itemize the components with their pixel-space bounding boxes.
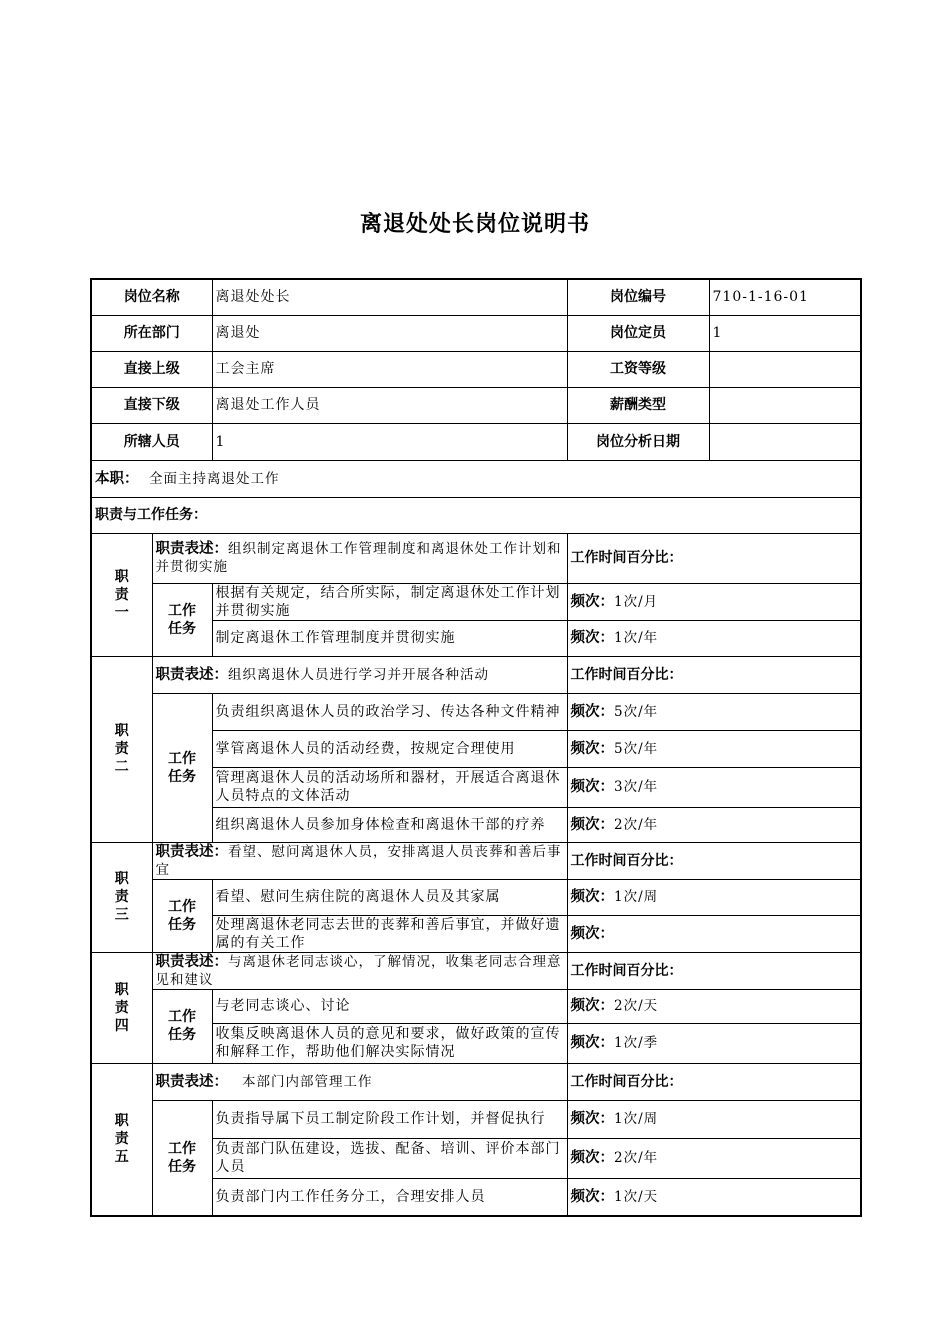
frequency-value: 5次/年 (614, 740, 659, 757)
duty-desc-row (91, 1063, 861, 1100)
duty-desc-row (91, 952, 861, 989)
task-text: 收集反映离退休人员的意见和要求，做好政策的宣传和解释工作，帮助他们解决实际情况 (212, 1023, 567, 1063)
task-frequency (567, 730, 861, 767)
frequency-value: 1次/年 (614, 630, 659, 646)
frequency-label: 频次： (570, 630, 614, 646)
duty-title-char: 责 (114, 999, 129, 1016)
duty-description (152, 952, 567, 989)
frequency-value: 1次/周 (614, 1111, 659, 1127)
label-direct-subordinate: 直接下级 (91, 387, 212, 423)
frequency-value: 3次/年 (614, 779, 659, 795)
frequency-label: 频次： (570, 816, 614, 833)
value-position-name: 离退处处长 (212, 279, 567, 315)
page-title: 离退处处长岗位说明书 (359, 212, 590, 237)
frequency-value: 2次/天 (614, 998, 659, 1014)
task-frequency (567, 767, 861, 807)
value-headcount: 1 (709, 315, 861, 351)
value-salary-grade (709, 351, 861, 387)
duty-title-char: 五 (114, 1149, 129, 1166)
frequency-label: 频次： (570, 1035, 614, 1051)
label-direct-superior: 直接上级 (91, 351, 212, 387)
frequency-value: 2次/年 (614, 1150, 659, 1166)
duty-title-char: 责 (114, 1131, 129, 1148)
duty-description-text: 与离退休老同志谈心，了解情况，收集老同志合理意见和建议 (155, 953, 562, 988)
task-text: 负责部门队伍建设，选拔、配备、培训、评价本部门人员 (212, 1138, 567, 1178)
task-row (91, 1100, 861, 1138)
duty-description-label: 职责表述： (155, 1073, 228, 1090)
duty-description-label: 职责表述： (155, 541, 228, 557)
info-row (91, 387, 861, 423)
task-frequency (567, 989, 861, 1023)
frequency-value: 1次/季 (614, 1035, 659, 1051)
value-department: 离退处 (212, 315, 567, 351)
duty-description-label: 职责表述： (155, 953, 228, 970)
duties-body (91, 533, 861, 1216)
task-frequency (567, 620, 861, 656)
duty-title-char: 职 (114, 723, 129, 739)
task-frequency (567, 583, 861, 620)
task-frequency (567, 1138, 861, 1178)
main-duty-label: 本职： (95, 470, 139, 487)
duty-title (91, 656, 152, 842)
duty-desc-row (91, 656, 861, 693)
label-position-name: 岗位名称 (91, 279, 212, 315)
job-description-table (90, 278, 862, 1217)
frequency-label: 频次： (570, 703, 614, 720)
label-position-code: 岗位编号 (567, 279, 709, 315)
task-row (91, 879, 861, 915)
duty-title (91, 842, 152, 952)
duty-description-text: 看望、慰问离退休人员，安排离退人员丧葬和善后事宜 (155, 843, 562, 878)
duty-title-char: 职 (114, 568, 129, 585)
label-department: 所在部门 (91, 315, 212, 351)
frequency-value: 2次/年 (614, 816, 659, 833)
task-row (91, 989, 861, 1023)
duty-description-text: 组织离退休人员进行学习并开展各种活动 (228, 666, 489, 683)
main-duty-row (91, 460, 861, 497)
duty-description (152, 656, 567, 693)
task-text: 制定离退休工作管理制度并贯彻实施 (212, 620, 567, 656)
section-label: 职责与工作任务： (91, 497, 861, 533)
task-group-label-part: 任务 (168, 620, 196, 637)
task-group-label-part: 任务 (168, 1158, 196, 1175)
label-salary-grade: 工资等级 (567, 351, 709, 387)
frequency-value: 5次/年 (614, 703, 659, 720)
value-direct-superior: 工会主席 (212, 351, 567, 387)
task-group-label-part: 任务 (168, 768, 196, 785)
value-direct-subordinate: 离退处工作人员 (212, 387, 567, 423)
frequency-value: 1次/天 (614, 1188, 659, 1205)
duty-description (152, 842, 567, 879)
duty-title (91, 533, 152, 656)
duty-title-char: 职 (114, 871, 129, 887)
task-group-label (152, 879, 212, 952)
task-frequency (567, 1178, 861, 1216)
duty-description (152, 533, 567, 583)
duty-description-text: 本部门内部管理工作 (242, 1073, 373, 1090)
task-frequency (567, 1100, 861, 1138)
task-group-label (152, 989, 212, 1063)
work-time-percent-label: 工作时间百分比： (567, 656, 861, 693)
info-row (91, 423, 861, 460)
task-text: 与老同志谈心、讨论 (212, 989, 567, 1023)
task-group-label (152, 693, 212, 842)
duty-desc-row (91, 842, 861, 879)
duty-desc-row (91, 533, 861, 583)
label-analysis-date: 岗位分析日期 (567, 423, 709, 460)
task-group-label (152, 583, 212, 656)
task-group-label-part: 工作 (168, 750, 196, 767)
task-group-label-part: 工作 (168, 602, 196, 619)
duty-title (91, 1063, 152, 1216)
duty-description-label: 职责表述： (155, 843, 228, 860)
task-group-label-part: 工作 (168, 898, 196, 915)
task-text: 根据有关规定，结合所实际，制定离退休处工作计划并贯彻实施 (212, 583, 567, 620)
label-staff-under: 所辖人员 (91, 423, 212, 460)
value-analysis-date (709, 423, 861, 460)
frequency-label: 频次： (570, 779, 614, 795)
label-headcount: 岗位定员 (567, 315, 709, 351)
work-time-percent-label: 工作时间百分比： (567, 842, 861, 879)
task-text: 掌管离退休人员的活动经费，按规定合理使用 (212, 730, 567, 767)
task-text: 处理离退休老同志去世的丧葬和善后事宜，并做好遗属的有关工作 (212, 915, 567, 952)
duty-title (91, 952, 152, 1063)
value-pay-type (709, 387, 861, 423)
main-duty-text: 全面主持离退处工作 (148, 470, 280, 487)
task-text: 组织离退休人员参加身体检查和离退休干部的疗养 (212, 807, 567, 842)
task-frequency (567, 807, 861, 842)
work-time-percent-label: 工作时间百分比： (567, 533, 861, 583)
task-row (91, 693, 861, 730)
value-position-code: 710-1-16-01 (709, 279, 861, 315)
frequency-label: 频次： (570, 740, 614, 757)
task-group-label-part: 任务 (168, 916, 196, 933)
task-group-label-part: 工作 (168, 1140, 196, 1157)
frequency-label: 频次： (570, 593, 614, 610)
duty-title-char: 四 (114, 1017, 129, 1034)
duty-title-char: 职 (114, 1113, 129, 1130)
frequency-label: 频次： (570, 889, 614, 905)
task-text: 看望、慰问生病住院的离退休人员及其家属 (212, 879, 567, 915)
task-group-label-part: 任务 (168, 1027, 196, 1043)
frequency-label: 频次： (570, 1111, 614, 1127)
frequency-label: 频次： (570, 1188, 614, 1205)
task-frequency (567, 915, 861, 952)
task-group-label-part: 工作 (168, 1009, 196, 1025)
main-duty (91, 460, 861, 497)
task-frequency (567, 1023, 861, 1063)
frequency-label: 频次： (570, 1150, 614, 1166)
frequency-label: 频次： (570, 925, 614, 942)
section-row (91, 497, 861, 533)
task-text: 负责指导属下员工制定阶段工作计划，并督促执行 (212, 1100, 567, 1138)
task-row (91, 583, 861, 620)
frequency-value: 1次/周 (614, 889, 659, 905)
frequency-value: 1次/月 (614, 593, 659, 610)
duty-title-char: 二 (114, 759, 129, 775)
info-row (91, 351, 861, 387)
duty-title-char: 责 (114, 889, 129, 905)
info-row (91, 315, 861, 351)
duty-title-char: 责 (114, 586, 129, 603)
label-pay-type: 薪酬类型 (567, 387, 709, 423)
work-time-percent-label: 工作时间百分比： (567, 952, 861, 989)
task-frequency (567, 879, 861, 915)
duty-title-char: 责 (114, 741, 129, 757)
duty-title-char: 三 (114, 907, 129, 923)
duty-description-label: 职责表述： (155, 666, 228, 683)
duty-description (152, 1063, 567, 1100)
task-text: 负责组织离退休人员的政治学习、传达各种文件精神 (212, 693, 567, 730)
task-text: 负责部门内工作任务分工，合理安排人员 (212, 1178, 567, 1216)
duty-description-text: 组织制定离退休工作管理制度和离退休处工作计划和并贯彻实施 (155, 541, 562, 575)
duty-title-char: 一 (114, 604, 129, 621)
task-group-label (152, 1100, 212, 1216)
task-frequency (567, 693, 861, 730)
frequency-label: 频次： (570, 998, 614, 1014)
task-text: 管理离退休人员的活动场所和器材，开展适合离退休人员特点的文体活动 (212, 767, 567, 807)
duty-title-char: 职 (114, 981, 129, 998)
work-time-percent-label: 工作时间百分比： (567, 1063, 861, 1100)
value-staff-under: 1 (212, 423, 567, 460)
info-row (91, 279, 861, 315)
